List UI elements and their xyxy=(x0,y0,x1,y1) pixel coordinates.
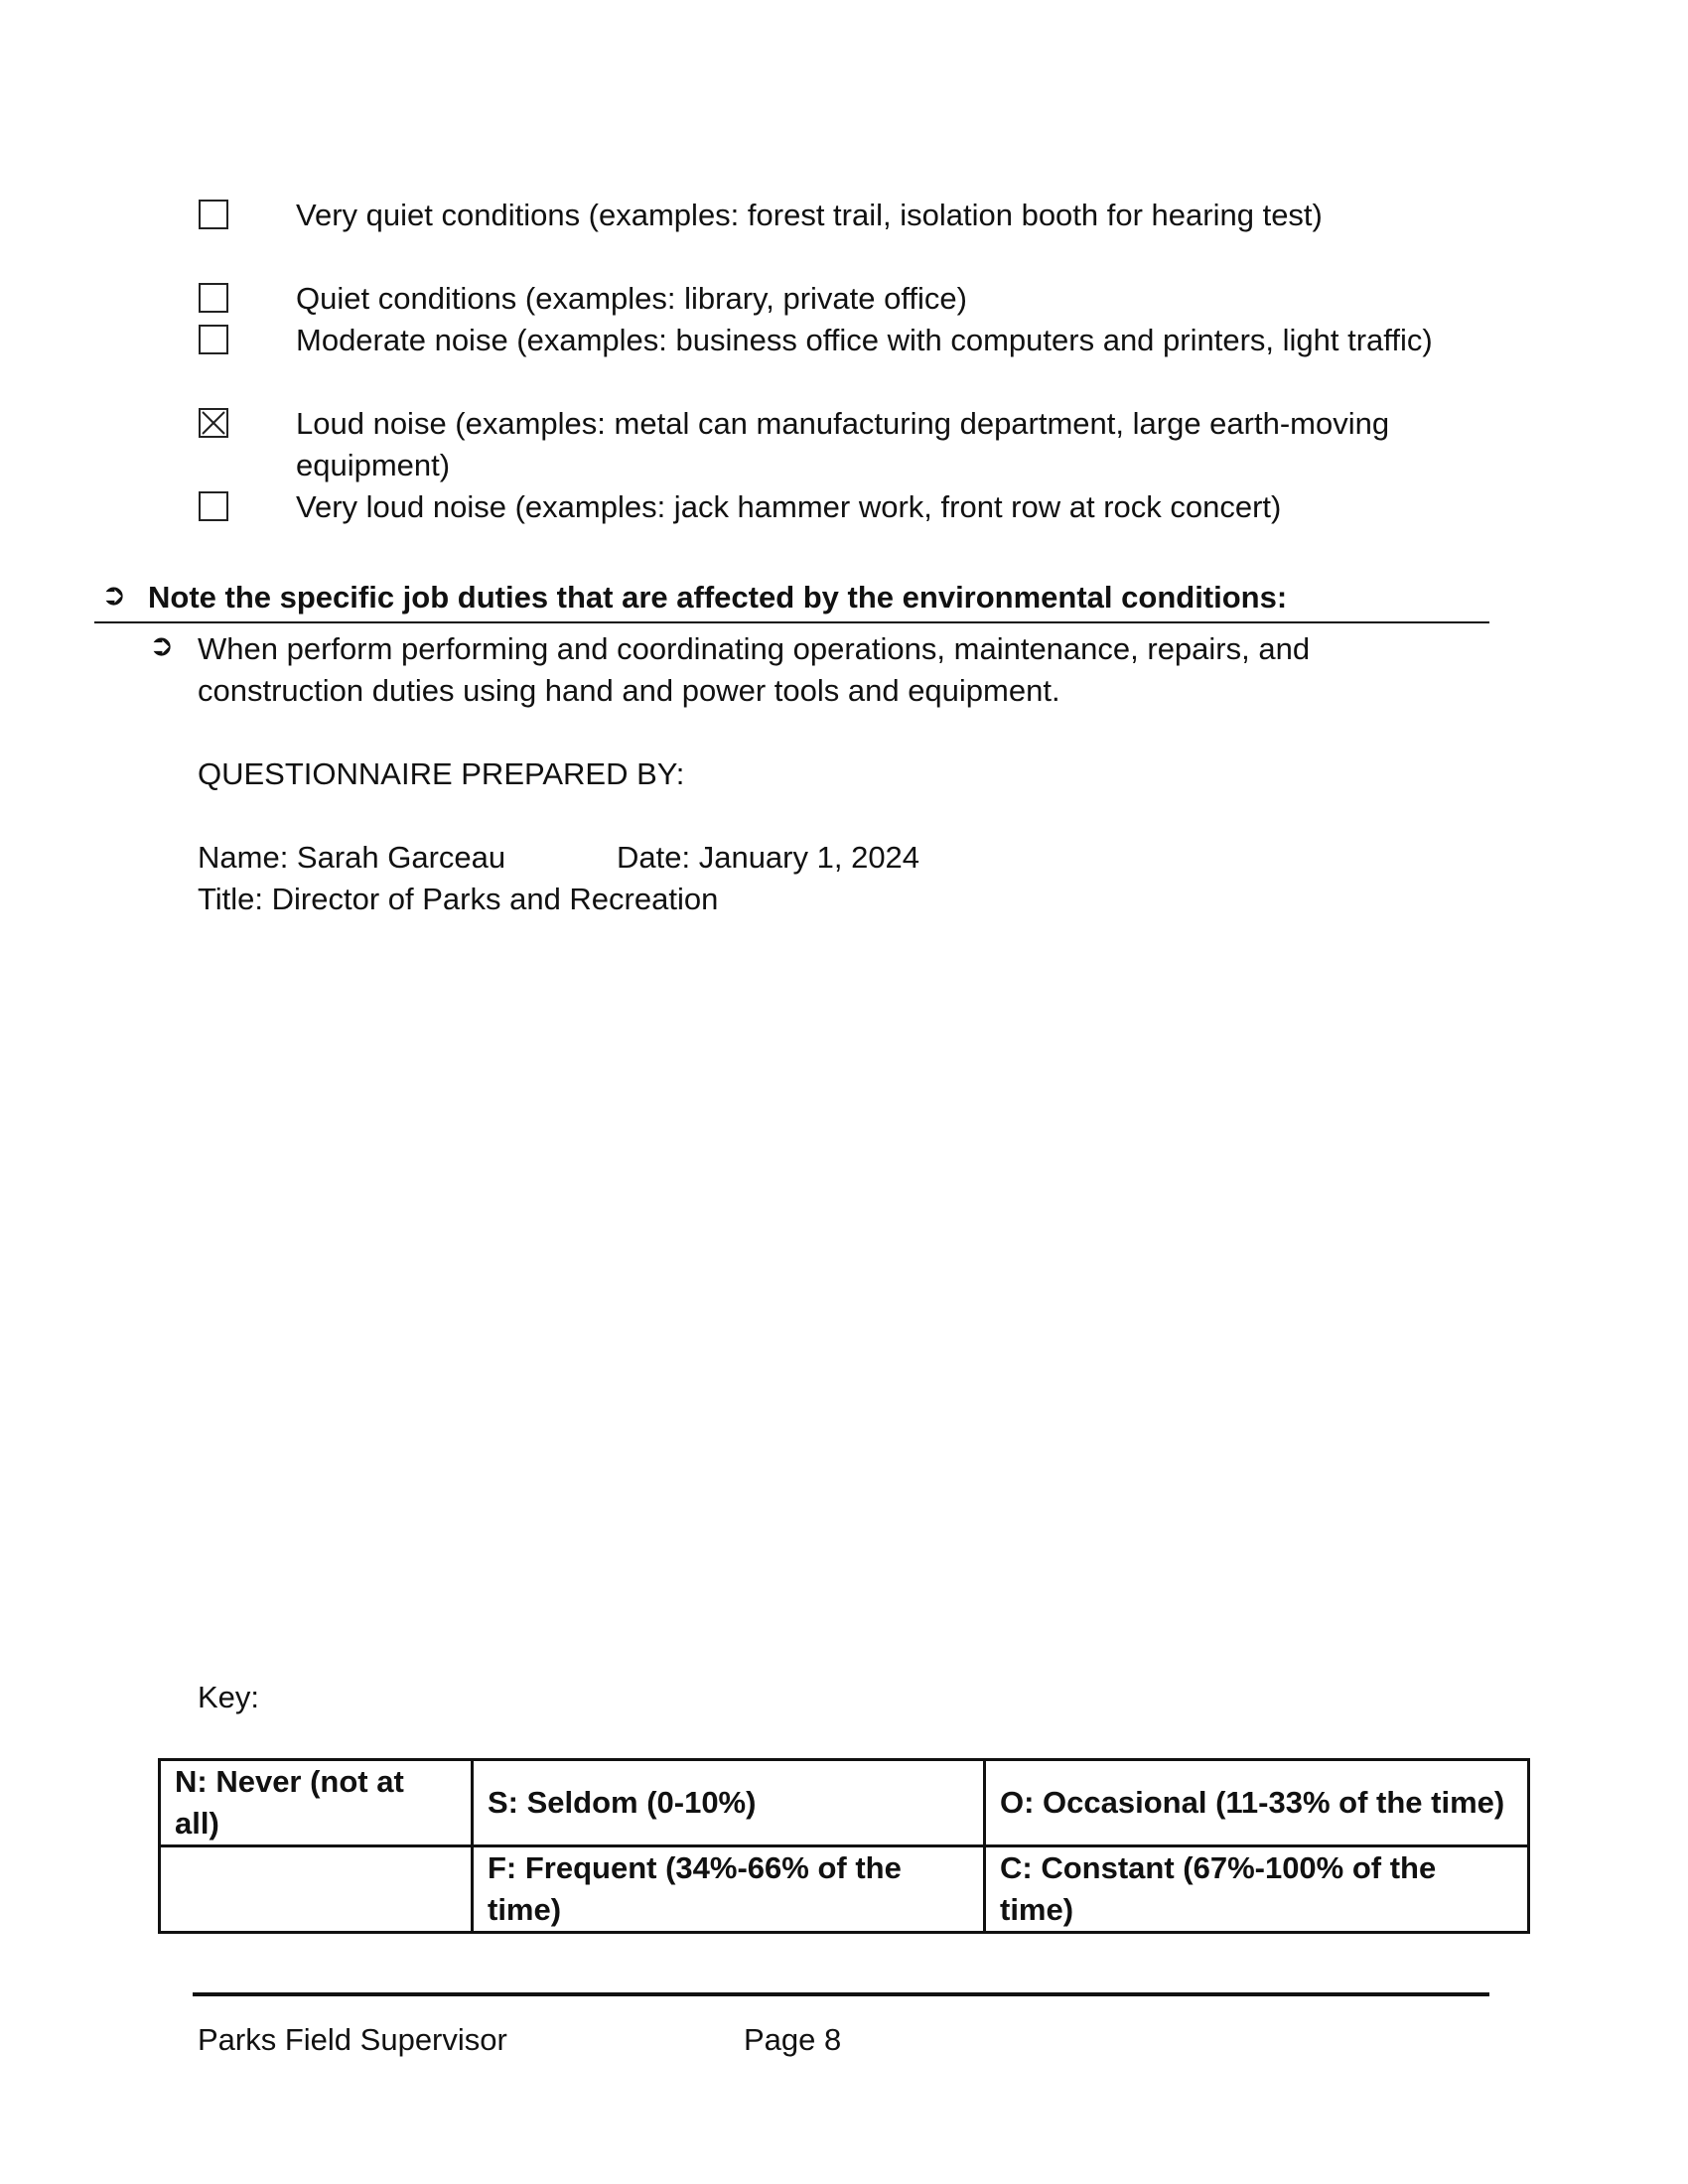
footer-divider xyxy=(193,1992,1489,1996)
checkbox-very-loud-noise[interactable] xyxy=(199,491,228,521)
note-heading: Note the specific job duties that are affected by the environmental conditions: xyxy=(148,580,1288,614)
section-divider xyxy=(94,621,1489,623)
option-very-quiet-label: Very quiet conditions (examples: forest trail, isolation booth for hearing test) xyxy=(296,198,1323,232)
option-very-loud-noise-label: Very loud noise (examples: jack hammer work, front row at rock concert) xyxy=(296,489,1282,524)
key-cell-occasional: O: Occasional (11-33% of the time) xyxy=(985,1760,1529,1846)
checkbox-loud-noise[interactable] xyxy=(199,408,228,438)
key-cell-constant: C: Constant (67%-100% of the time) xyxy=(985,1846,1529,1933)
key-cell-never: N: Never (not at all) xyxy=(160,1760,473,1846)
key-cell-frequent: F: Frequent (34%-66% of the time) xyxy=(473,1846,985,1933)
footer-job-title: Parks Field Supervisor xyxy=(198,2022,507,2057)
prepared-date: Date: January 1, 2024 xyxy=(617,840,920,875)
frequency-key-table xyxy=(158,1758,1530,1934)
key-cell-seldom: S: Seldom (0-10%) xyxy=(473,1760,985,1846)
prepared-by-heading: QUESTIONNAIRE PREPARED BY: xyxy=(198,756,685,791)
table-row xyxy=(160,1760,1529,1846)
arrow-bullet-icon: ➲ xyxy=(149,628,175,663)
preparer-name: Name: Sarah Garceau xyxy=(198,840,506,875)
preparer-title: Title: Director of Parks and Recreation xyxy=(198,882,719,916)
footer-page-number: Page 8 xyxy=(744,2022,842,2057)
option-quiet-label: Quiet conditions (examples: library, private office) xyxy=(296,281,967,316)
option-loud-noise-label: Loud noise (examples: metal can manufacturing department, large earth-moving equipment) xyxy=(296,406,1390,482)
checked-x-icon xyxy=(201,410,226,436)
affected-duty-text: When perform performing and coordinating operations, maintenance, repairs, and construction duties using hand and power tools and equipment. xyxy=(198,631,1311,708)
key-label: Key: xyxy=(198,1680,260,1714)
option-moderate-noise-label: Moderate noise (examples: business office with computers and printers, light traffic) xyxy=(296,323,1433,357)
arrow-bullet-icon: ➲ xyxy=(101,578,127,613)
key-cell-empty xyxy=(160,1846,473,1933)
table-row xyxy=(160,1846,1529,1933)
